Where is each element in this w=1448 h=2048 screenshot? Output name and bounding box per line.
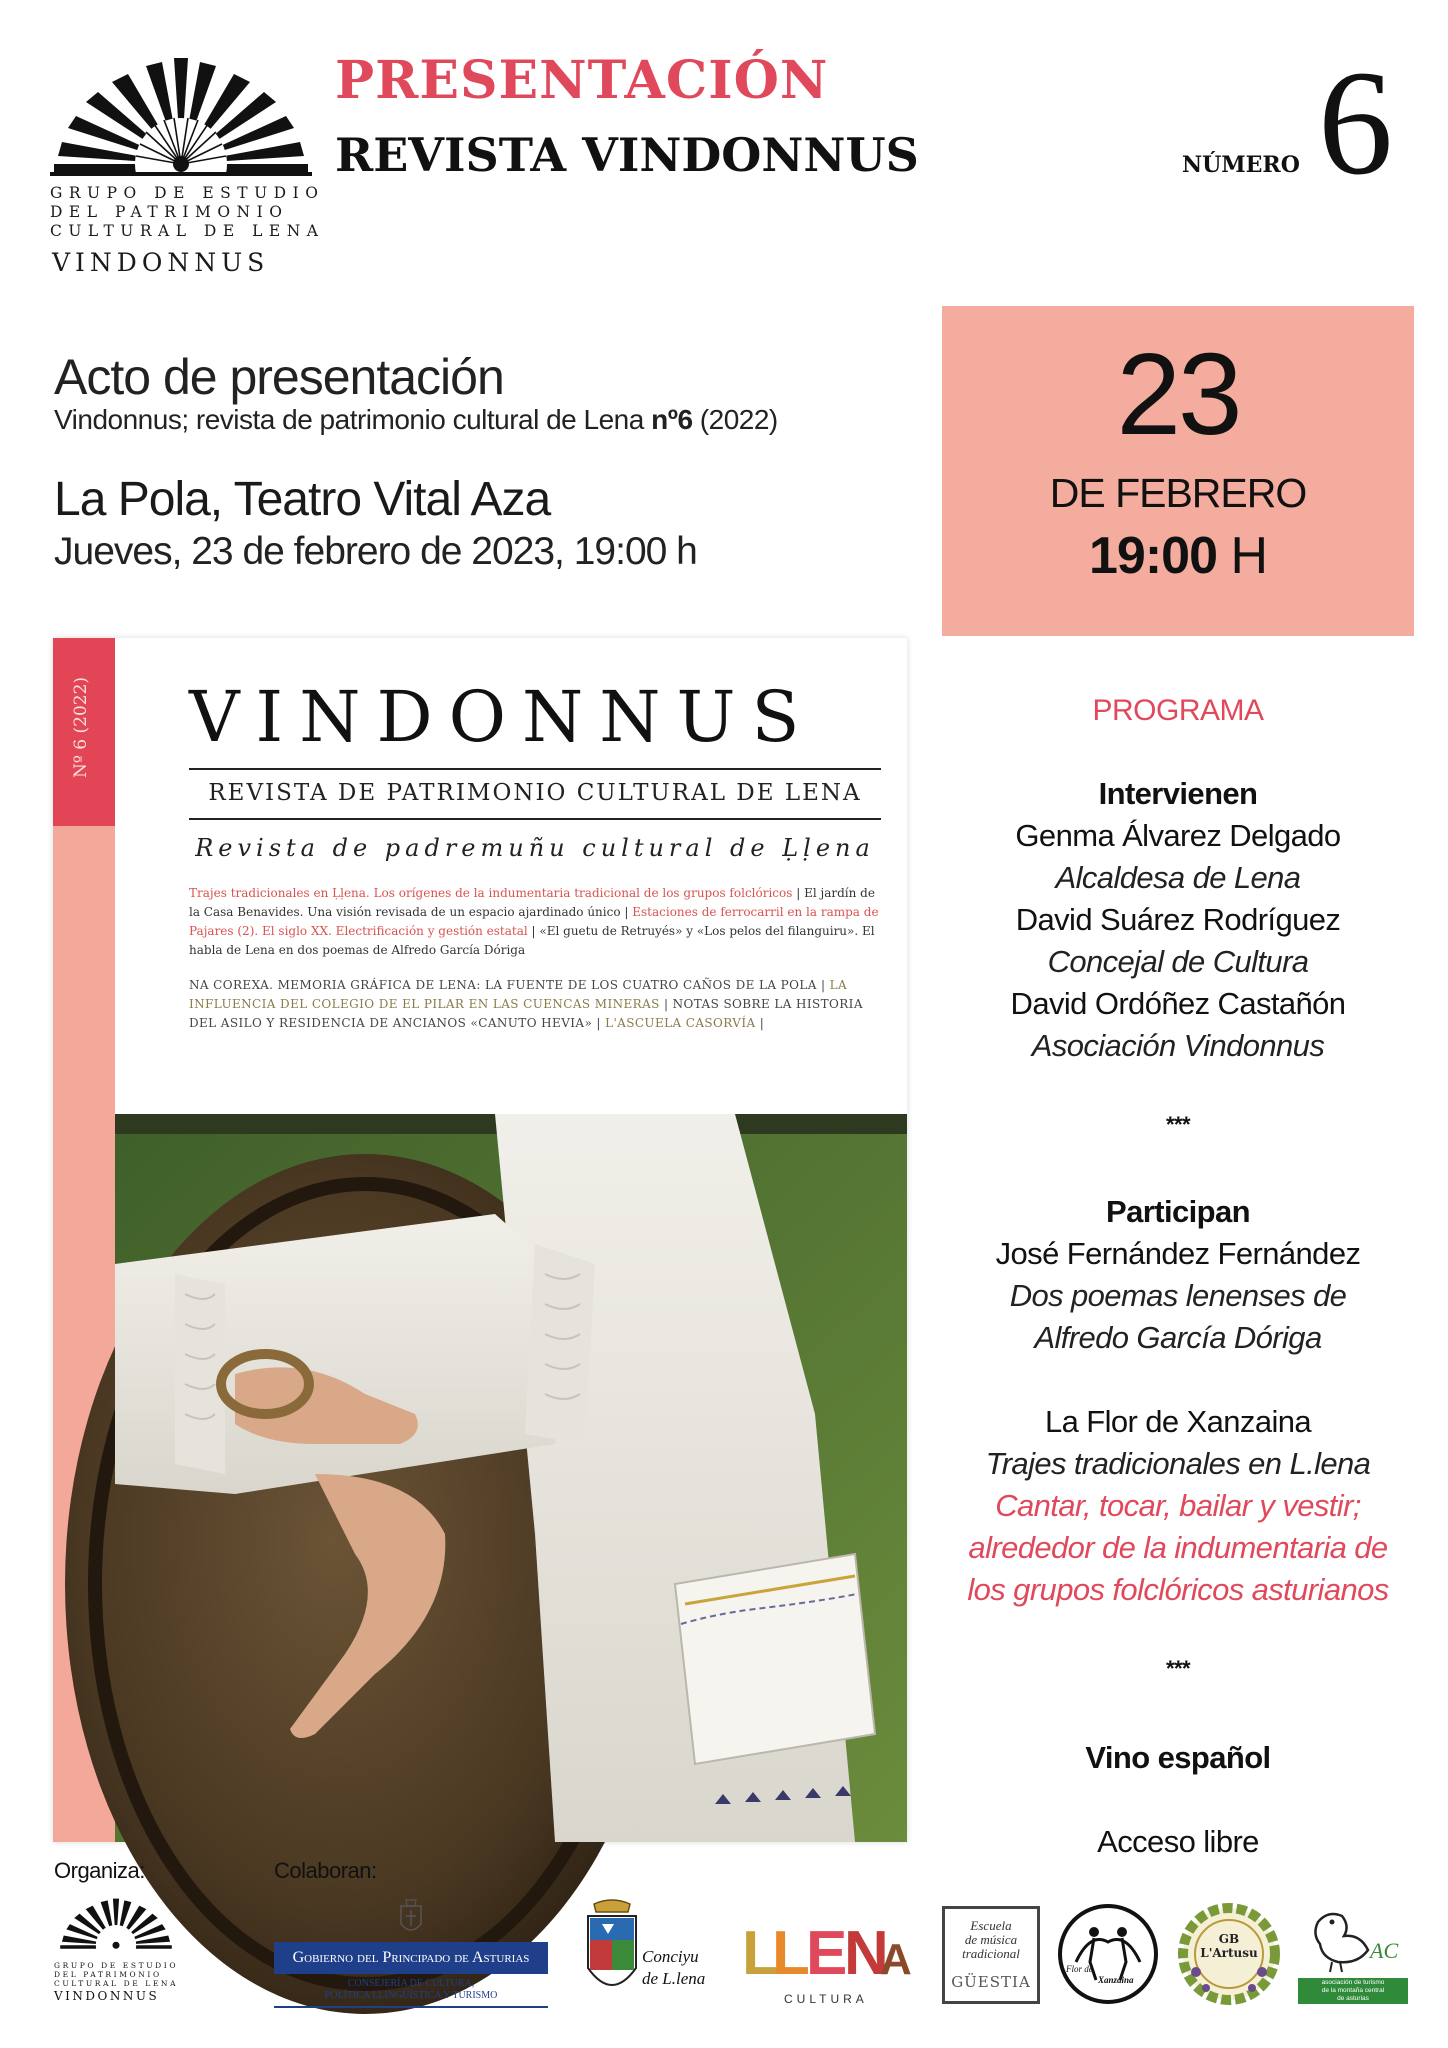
cover-photo <box>115 1114 907 1842</box>
svg-text:A: A <box>880 1935 912 1984</box>
section-item: LA INFLUENCIA DEL COLEGIO DE EL PILAR EN LAS CUENCAS MINERAS <box>189 978 848 1011</box>
gobierno-rule <box>274 2006 548 2008</box>
escuela-text: Escuela <box>970 1918 1012 1933</box>
speaker-name: Genma Álvarez Delgado <box>1015 818 1341 853</box>
cover-sections <box>189 976 883 1033</box>
logo-text <box>50 184 325 241</box>
speaker-role: Asociación Vindonnus <box>1031 1028 1325 1063</box>
numero-label: NÚMERO <box>1182 152 1300 178</box>
cover-divider <box>189 818 881 820</box>
contents-item: Trajes tradicionales en Ḷḷena. Los orígenes de la indumentaria tradicional de los grupos folclóricos <box>189 886 793 900</box>
participant-subtitle: los grupos folclóricos asturianos <box>967 1572 1389 1607</box>
cover-divider <box>189 768 881 770</box>
llena-cultura-logo <box>740 1919 912 2012</box>
consejeria-line: POLÍTICA LLINGÜÍSTICA Y TURISMO <box>324 1990 498 2001</box>
escuela-text: de música <box>964 1932 1018 1947</box>
participan-heading: Participan <box>1106 1194 1250 1229</box>
participant-work: Trajes tradicionales en L.lena <box>985 1446 1371 1481</box>
section-item: | <box>755 1016 765 1030</box>
gb-text: L'Artusu <box>1200 1946 1258 1960</box>
programa-heading: PROGRAMA <box>1092 694 1264 727</box>
logo-line-1: GRUPO DE ESTUDIO <box>50 184 325 202</box>
grouse-bird-icon <box>1298 1906 1408 1976</box>
date-time <box>942 526 1414 586</box>
separator-stars: *** <box>1166 1656 1190 1681</box>
cover-spine-text: Nº 6 (2022) <box>71 676 91 778</box>
venue: La Pola, Teatro Vital Aza <box>54 473 551 526</box>
revista-heading: REVISTA VINDONNUS <box>335 128 919 182</box>
contents-item: | «El guetu de Retruyés» y «Los pelos del filanguiru». El habla de Lena en dos poemas de Alfredo García Dóriga <box>189 924 875 957</box>
conciyu-lena-logo <box>584 1896 720 2012</box>
date-time-hour: 19:00 <box>1089 527 1217 585</box>
logo-wordmark: VINDONNUS <box>54 1989 160 2003</box>
participant-work: Alfredo García Dóriga <box>1034 1320 1322 1355</box>
svg-text:L: L <box>772 1919 810 1988</box>
gobierno-asturias-logo <box>274 1896 548 2008</box>
gobierno-banner: Gobierno del Principado de Asturias <box>274 1942 548 1974</box>
cultura-text: CULTURA <box>784 1992 868 2006</box>
vino-espanol: Vino español <box>1085 1740 1271 1775</box>
logo-wordmark: VINDONNUS <box>52 248 270 277</box>
contents-item: Estaciones de ferrocarril en la rampa de Pajares (2). El siglo XX. Electrificación y gestión estatal <box>189 905 879 938</box>
vindonnus-logo <box>50 52 325 282</box>
dancers-circle-icon <box>1056 1902 1160 2006</box>
section-item: L'ASCUELA CASORVÍA <box>605 1016 756 1030</box>
logo-line-1: GRUPO DE ESTUDIO <box>54 1961 179 1970</box>
date-box <box>942 306 1414 636</box>
guestia-text: GÜESTIA <box>951 1973 1031 1991</box>
ac-text: AC <box>1370 1938 1399 1963</box>
conciyu-text: Conciyu <box>642 1947 699 1966</box>
asociacion-turismo-logo <box>1298 1906 1408 2006</box>
numero-value: 6 <box>1318 40 1393 206</box>
acto-subtitle <box>54 404 778 436</box>
participant-subtitle: alrededor de la indumentaria de <box>968 1530 1388 1565</box>
svg-text:L: L <box>742 1919 780 1988</box>
shield-icon <box>584 1898 640 2008</box>
traditional-costume-photo <box>115 1114 907 1842</box>
flor-text: Xanzaina <box>1098 1975 1134 1985</box>
ac-caption: de asturias <box>1337 1995 1369 2002</box>
gb-lartusu-logo <box>1176 1902 1282 2006</box>
date-day: 23 <box>1116 329 1240 459</box>
escuela-musica-logo <box>942 1906 1040 2004</box>
svg-text:E: E <box>806 1919 848 1988</box>
logo-line-2: DEL PATRIMONIO <box>50 203 289 221</box>
ac-caption: de la montaña central <box>1321 1987 1385 1994</box>
sunburst-logo-icon <box>50 52 312 184</box>
sunburst-logo-icon <box>54 1896 178 1954</box>
acto-title: Acto de presentación <box>54 349 504 405</box>
participant-work: Dos poemas lenenses de <box>1009 1278 1347 1313</box>
llena-wordmark-icon <box>740 1919 912 1988</box>
logo-line-3: CULTURAL DE LENA <box>50 222 325 240</box>
speaker-name: David Suárez Rodríguez <box>1015 902 1341 937</box>
participant-name: La Flor de Xanzaina <box>1044 1404 1312 1439</box>
acto-subtitle-text: Vindonnus; revista de patrimonio cultural de Lena <box>54 404 652 435</box>
intervienen-heading: Intervienen <box>1098 776 1258 811</box>
svg-text:N: N <box>844 1919 889 1988</box>
organizer-logo <box>54 1896 178 2004</box>
separator-stars: *** <box>1166 1112 1190 1137</box>
acto-subtitle-year: (2022) <box>692 404 778 435</box>
flor-xanzaina-logo <box>1056 1902 1160 2006</box>
date-month: DE FEBRERO <box>1049 470 1307 516</box>
presentacion-heading: PRESENTACIÓN <box>335 50 829 111</box>
ac-caption: asociación de turismo <box>1321 1979 1385 1986</box>
cover-contents <box>189 884 883 960</box>
speaker-role: Concejal de Cultura <box>1047 944 1309 979</box>
speaker-role: Alcaldesa de Lena <box>1055 860 1301 895</box>
consejeria-line: CONSEJERÍA DE CULTURA, <box>347 1978 475 1989</box>
magazine-cover <box>53 638 907 1842</box>
logo-line-2: DEL PATRIMONIO <box>54 1970 162 1979</box>
organiza-label: Organiza: <box>54 1858 145 1883</box>
participant-name: José Fernández Fernández <box>995 1236 1361 1271</box>
acto-subtitle-number: nº6 <box>651 404 693 435</box>
date-time-suffix: H <box>1217 527 1267 585</box>
conciyu-text: de L.lena <box>642 1969 706 1988</box>
section-item: NA COREXA. MEMORIA GRÁFICA DE LENA: LA FUENTE DE LOS CUATRO CAÑOS DE LA POLA | <box>189 978 830 992</box>
cover-title: VINDONNUS <box>189 676 816 758</box>
cover-subtitle-asturian: Revista de padremuñu cultural de Ḷḷena <box>195 834 875 862</box>
coat-of-arms-icon <box>398 1896 424 1938</box>
acceso-libre: Acceso libre <box>1097 1824 1259 1859</box>
escuela-text: tradicional <box>962 1946 1020 1961</box>
flor-text: Flor de <box>1066 1964 1093 1974</box>
speaker-name: David Ordóñez Castañón <box>1010 986 1346 1021</box>
participant-subtitle: Cantar, tocar, bailar y vestir; <box>995 1488 1361 1523</box>
contents-item: | El jardín de la Casa Benavides. Una visión revisada de un espacio ajardinado único | <box>189 886 875 919</box>
section-item: | NOTAS SOBRE LA HISTORIA DEL ASILO Y RESIDENCIA DE ANCIANOS «CANUTO HEVIA» | <box>189 997 863 1030</box>
cover-subtitle: REVISTA DE PATRIMONIO CULTURAL DE LENA <box>208 780 862 806</box>
gb-text: GB <box>1218 1932 1240 1946</box>
colaboran-label: Colaboran: <box>274 1858 377 1883</box>
event-datetime: Jueves, 23 de febrero de 2023, 19:00 h <box>54 530 697 573</box>
logo-line-3: CULTURAL DE LENA <box>54 1979 179 1988</box>
